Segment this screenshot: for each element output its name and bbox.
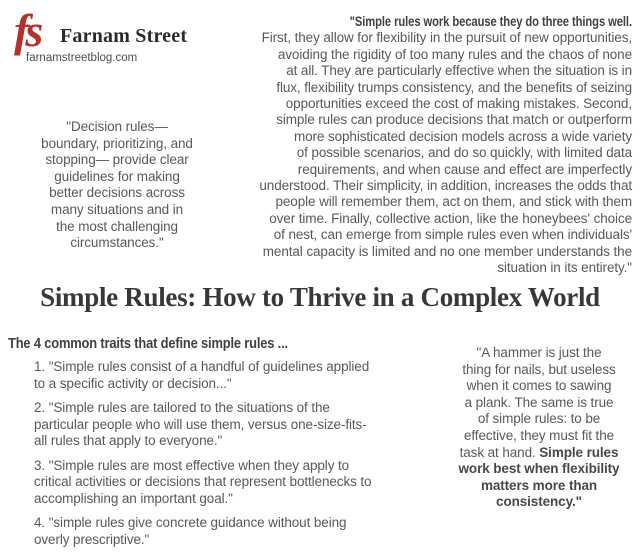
traits-heading: The 4 common traits that define simple rules ... (8, 335, 288, 352)
trait-item-3: 3. "Simple rules are most effective when they apply to critical activities or decisions that represent bottlenecks to accomplishing an important goal." (34, 457, 372, 506)
traits-list (34, 359, 454, 556)
hammer-quote: "A hammer is just the thing for nails, but useless when it comes to sawing a plank. The same is true of simple rules: to be effective, they must fit the task at hand. Simple rules work best when flexibility matters more than consistency." (458, 345, 620, 510)
farnam-street-logo-monogram: fs (14, 5, 40, 56)
trait-item-2: 2. "Simple rules are tailored to the situations of the particular people who will use them, versus one-size-fits- all rules that apply to everyone." (34, 400, 367, 448)
decision-rules-quote: "Decision rules— boundary, prioritizing, and stopping— provide clear guidelines for making better decisions across many situations and in the most challenging circumstances." (41, 119, 193, 251)
brand-url: farnamstreetblog.com (26, 52, 138, 64)
trait-item-4: 4. "simple rules give concrete guidance without being overly prescriptive." (34, 515, 347, 547)
trait-item-1: 1. "Simple rules consist of a handful of guidelines applied to a specific activity or decision..." (34, 359, 370, 391)
brand-name: Farnam Street (60, 25, 188, 47)
page-title: Simple Rules: How to Thrive in a Complex World (40, 282, 600, 312)
simple-rules-quote: "Simple rules work because they do three things well. First, they allow for flexibility in the pursuit of new opportunities, avoiding the rigidity of too many rules and the chaos of none at all. They are particularly effective when the situation is in flux, flexibility trumps consistency, and the benefits of seizing opportunities exceed the cost of making mistakes. Second, simple rules can produce decisions that match or outperform more sophisticated decision models across a wide variety of possible scenarios, and do so quickly, with limited data requirements, and when cause and effect are imperfectly understood. Their simplicity, in addition, increases the odds that people will remember them, act on them, and stick with them over time. Finally, collective action, like the honeybees' choice of nest, can emerge from simple rules even when individuals' mental capacity is limited and no one member understands the situation in its entirety." (259, 13, 632, 276)
